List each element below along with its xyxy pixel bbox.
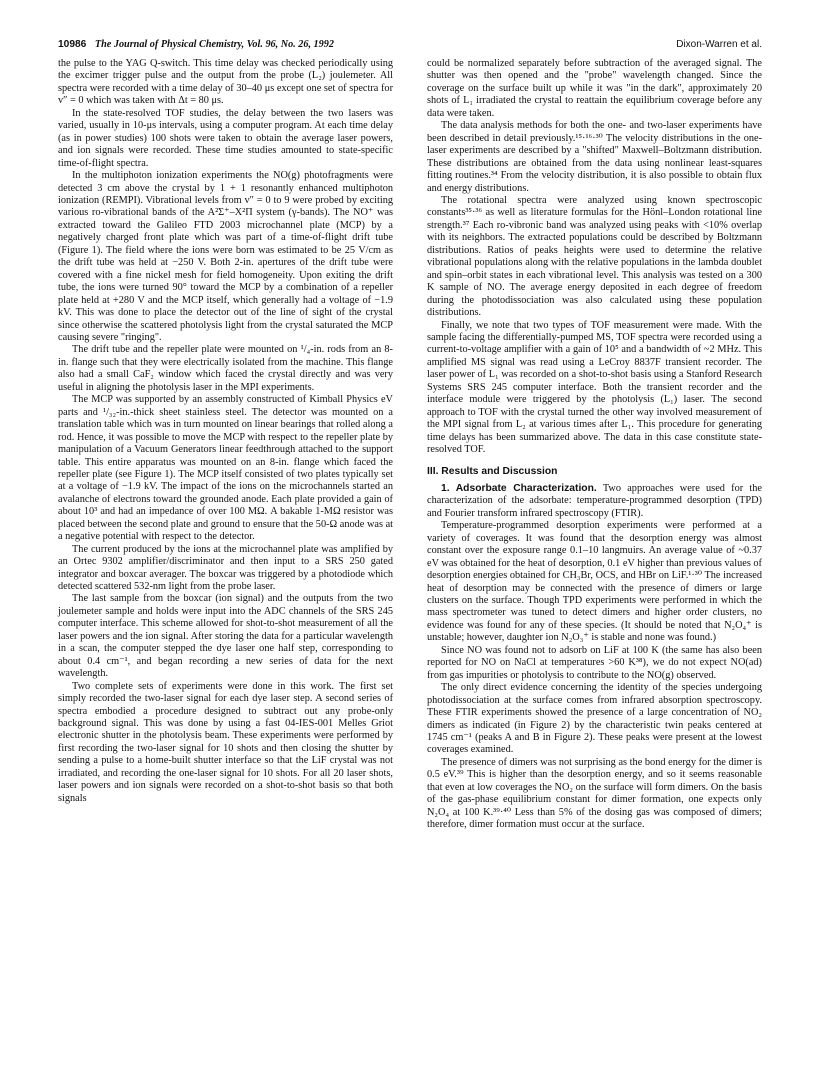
paragraph: In the state-resolved TOF studies, the delay between the two lasers was varied, usually in 10-μs intervals, using a computer program. At each time delay (as in power studies) 100 shots were taken to obtain the average laser powers, and ion signals were recorded. These time studies amounted to state-specific time-of-flight spectra. bbox=[58, 107, 393, 169]
paragraph: Since NO was found not to adsorb on LiF at 100 K (the same has also been reported for NO on NaCl at temperatures >60 K³⁸), we do not expect NO(ad) from gas impurities or photolysis to contribute to the NO(g) observed. bbox=[427, 644, 762, 681]
subsection-text: Two approaches were used for the characterization of the adsorbate: temperature-programmed desorption (TPD) and Fourier transform infrared spectroscopy (FTIR). bbox=[427, 482, 762, 519]
paragraph: The drift tube and the repeller plate were mounted on ¹/₄-in. rods from an 8-in. flange such that they were electrically isolated from the machine. This flange also had a small CaF₂ window which faced the crystal directly and was very useful in aligning the photolysis laser in the MPI experiments. bbox=[58, 344, 393, 393]
paragraph: the pulse to the YAG Q-switch. This time delay was checked periodically using the excimer trigger pulse and the output from the probe (L₂) joulemeter. All spectra were recorded with a time delay of 30–40 μs except one set of spectra for v″ = 0 which was taken with Δt = 80 μs. bbox=[58, 58, 393, 107]
paragraph: The last sample from the boxcar (ion signal) and the outputs from the two joulemeter sample and holds were input into the ADC channels of the SRS 245 computer interface. This scheme allowed for shot-to-shot measurement of all the laser powers and the ion signal. After storing the data for a particular wavelength in a scan, the computer stepped the dye laser one half step, corresponding to about 0.4 cm⁻¹, and began recording a new series of data for the next wavelength. bbox=[58, 593, 393, 680]
paragraph: could be normalized separately before subtraction of the averaged signal. The shutter was then opened and the "probe" wavelength changed. Since the coverage on the surface built up while it was "in the dark", approximately 20 shots of L₁ irradiated the crystal to reattain the equilibrium coverage before any data were taken. bbox=[427, 58, 762, 119]
right-column bbox=[427, 58, 762, 832]
section-heading: III. Results and Discussion bbox=[427, 465, 558, 477]
paragraph: In the multiphoton ionization experiments the NO(g) photofragments were detected 3 cm above the crystal by 1 + 1 resonantly enhanced multiphoton ionization (REMPI). Vibrational levels from v″ = 0 to 9 were probed by exciting various ro-vibrational bands of the A²Σ⁺–X²Π system (γ-bands). The NO⁺ was extracted toward the Galileo FTD 2003 microchannel plate (MCP) by a negatively charged front plate which was part of a time-of-flight drift tube (Figure 1). The field where the ions were born was estimated to be 25 V/cm as the drift tube was held at −250 V. Both 2-in. apertures of the drift tube were covered with a fine nickel mesh for field homogeneity. Upon exiting the drift tube, the ions were turned 90° toward the MCP by a combination of a repeller plate held at +280 V and the MCP itself, which generally had a voltage of −1.9 kV. This was done to place the detector out of the line of sight of the crystal since otherwise the scattered photolysis light from the crystal saturated the MCP causing severe "ringing". bbox=[58, 170, 393, 343]
left-column bbox=[58, 58, 393, 805]
subsection-paragraph bbox=[427, 483, 762, 520]
running-header bbox=[58, 36, 762, 54]
paragraph: The rotational spectra were analyzed using known spectroscopic constants³⁵·³⁶ as well as literature formulas for the Hönl–London rotational line strength.³⁷ Each ro-vibronic band was analyzed using peaks with <10% overlap with its neighbors. The extracted populations could be described by Boltzmann distributions. Ratios of peaks heights were used to determine the relative vibrational populations along with the relative populations in the lambda doublet and spin–orbit states in each vibrational level. This analysis was tested on a 300 K sample of NO. The average energy deposited in each degree of freedom during the photodissociation was also calculated using these population distributions. bbox=[427, 194, 762, 319]
subsection-heading: 1. Adsorbate Characterization. bbox=[441, 482, 597, 494]
paragraph: The current produced by the ions at the microchannel plate was amplified by an Ortec 9302 amplifier/discriminator and then input to a SRS 250 gated integrator and boxcar averager. The boxcar was triggered by a photodiode which detected scattered 532-nm light from the probe laser. bbox=[58, 543, 393, 593]
paragraph: Finally, we note that two types of TOF measurement were made. With the sample facing the differentially-pumped MS, TOF spectra were recorded using a current-to-voltage amplifier with a gain of 10⁵ and a bandwidth of ~2 MHz. This amplified MS signal was read using a LeCroy 8837F transient recorder. The laser power of L₁ was recorded on a shot-to-shot basis using a Stanford Research Systems SRS 245 computer interface. Both the transient recorder and the interface module were triggered by the photolysis (L₁) laser. The second approach to TOF with the crystal turned the other way involved measurement of the MPI signal from L₂ at various times after L₁. This procedure for generating time delays has been summarized above. The data in this case constitute state-resolved TOF. bbox=[427, 319, 762, 456]
paragraph: Temperature-programmed desorption experiments were performed at a variety of coverages. It was found that the desorption energy was almost constant over the exposure range 0.1–10 langmuirs. An average value of ~0.37 eV was obtained for the heat of desorption, 0.1 eV higher than previous values of desorption energies obtained for CH₃Br, OCS, and HBr on LiF.¹·³⁰ The increased heat of desorption may be connected with the presence of dimers or large clusters on the surface. Though TPD experiments were performed in which the mass spectrometer was tuned to detect dimers and higher order clusters, no evidence was found for any of these species. (It should be noted that N₂O₄⁺ is unstable; however, daughter ion N₂O₃⁺ is stable and none was found.) bbox=[427, 520, 762, 644]
page-number: 10986 bbox=[58, 39, 87, 50]
journal-citation: The Journal of Physical Chemistry, Vol. 96, No. 26, 1992 bbox=[94, 39, 334, 50]
header-authors: Dixon-Warren et al. bbox=[676, 39, 762, 50]
paragraph: The only direct evidence concerning the identity of the species undergoing photodissociation at the surface comes from infrared absorption spectroscopy. These FTIR experiments showed the presence of a large concentration of NO₂ dimers as indicated (in Figure 2) by the characteristic twin peaks centered at 1745 cm⁻¹ (peaks A and B in Figure 2). These peaks were present at the lowest coverages examined. bbox=[427, 682, 762, 756]
paragraph: The MCP was supported by an assembly constructed of Kimball Physics eV parts and ¹/₃₂-in.-thick sheet stainless steel. The detector was mounted on a translation table which was in turn mounted on linear bearings that rolled along a rod. Hence, it was possible to move the MCP with respect to the repeller plate by manipulation of a Vacuum Generators linear feedthrough attached to the support table. This entire apparatus was mounted on an 8-in. flange which faced the repeller plate (see Figure 1). The MCP itself consisted of two plates typically set at a voltage of −1.9 kV. The impact of the ions on the microchannels started an avalanche of electrons toward the grounded anode. Each plate provided a gain of about 10³ and had an impedance of over 100 MΩ. A bakable 1-MΩ resistor was placed between the second plate and ground to ensure that the 50-Ω anode was at a negative potential with respect to the detector. bbox=[58, 394, 393, 543]
paragraph: Two complete sets of experiments were done in this work. The first set simply recorded the two-laser signal for each dye laser step. A second series of spectra embodied a procedure designed to subtract out any probe-only background signal. This was done by using a fast 04-IES-001 Melles Griot electronic shutter in the photolysis beam. These experiments were performed by first recording the two-laser signal for 10 shots and then closing the shutter by sending a pulse to a home-built shutter interface so that the LiF crystal was not irradiated, and recording the one-laser signal for 10 shots. For all 20 laser shots, laser powers and ion signals were recorded on a shot-to-shot basis so that both signals bbox=[58, 680, 393, 804]
header-left bbox=[58, 36, 334, 54]
paragraph: The data analysis methods for both the one- and two-laser experiments have been described in detail previously.¹⁵·¹⁶·³⁰ The velocity distributions in the one-laser experiments are described by a "shifted" Maxwell–Boltzmann distribution. These distributions are obtained from the data using nonlinear least-squares fitting routines.³⁴ From the velocity distribution, it is also possible to obtain flux and energy distributions. bbox=[427, 120, 762, 194]
paragraph: The presence of dimers was not surprising as the bond energy for the dimer is 0.5 eV.³⁹ This is higher than the desorption energy, and so it seems reasonable that even at low coverages the NO₂ on the surface will form dimers. On the basis of the gas-phase equilibrium constant for dimer formation, one expects only N₂O₄ at 100 K.³⁹·⁴⁰ Less than 5% of the dosing gas was composed of dimers; therefore, dimer formation must occur at the surface. bbox=[427, 756, 762, 831]
